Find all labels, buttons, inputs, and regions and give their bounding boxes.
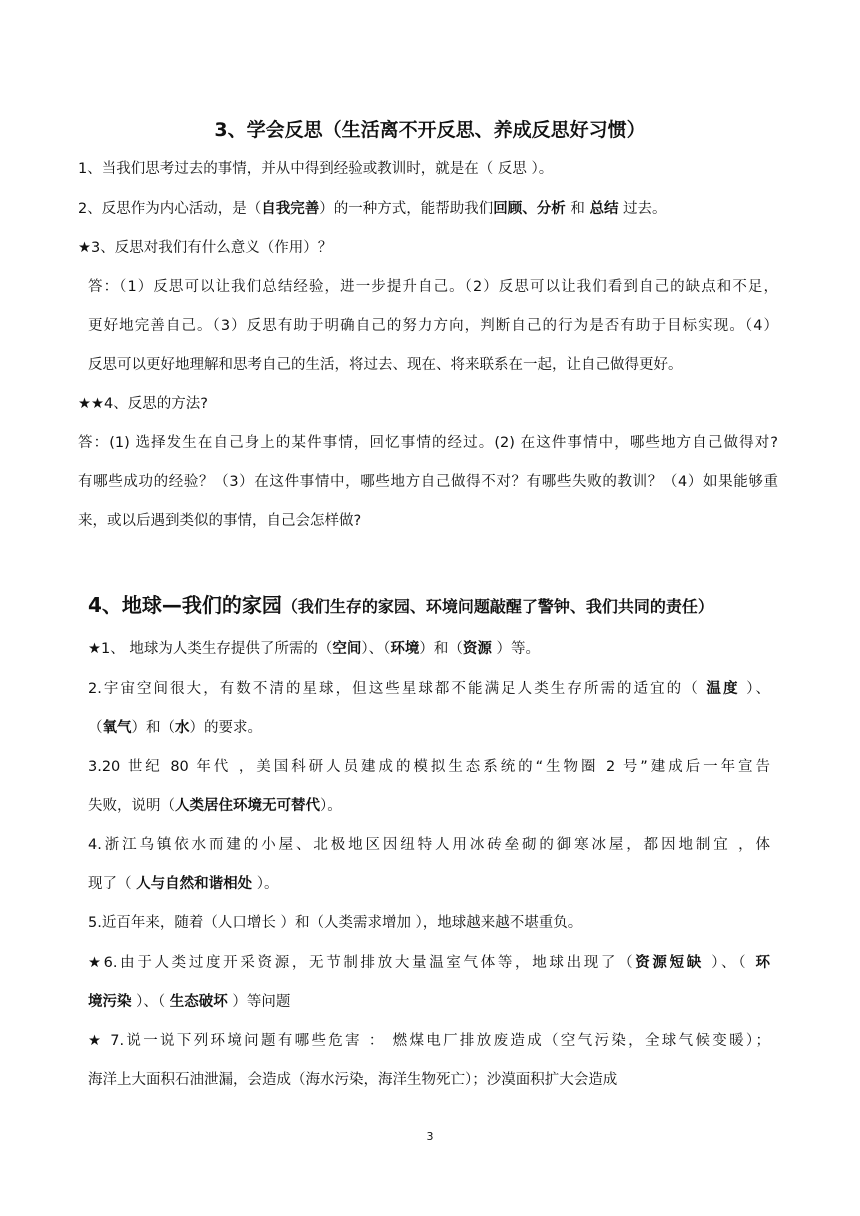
s3-q1: 1、当我们思考过去的事情，并从中得到经验或教训时，就是在（ 反思 ）。	[78, 161, 554, 177]
s3-q3-title: ★3、反思对我们有什么意义（作用）？	[78, 240, 333, 256]
s4-q6-line2: 境污染 ）、（ 生态破坏 ）等问题	[88, 994, 291, 1010]
s3-q2: 2、反思作为内心活动，是（自我完善）的一种方式，能帮助我们回顾、分析 和 总结 过去。	[78, 201, 667, 217]
s4-q3-line1: 3.20 世纪 80 年代 ，美国科研人员建成的模拟生态系统的“生物圈 2 号”建成后一年宣告	[88, 759, 770, 775]
section4-title-sub: （我们生存的家园、环境问题敲醒了警钟、我们共同的责任）	[281, 597, 714, 616]
section4-title	[88, 589, 714, 618]
s3-q4-line3: 来，或以后遇到类似的事情，自己会怎样做?	[78, 513, 362, 529]
s4-q5: 5.近百年来，随着（人口增长 ）和（人类需求增加 ），地球越来越不堪重负。	[88, 915, 583, 931]
s4-q3-line2: 失败，说明（人类居住环境无可替代）。	[88, 798, 342, 814]
s3-q4-title: ★★4、反思的方法?	[78, 396, 208, 412]
s4-q6-line1: ★6.由于人类过度开采资源，无节制排放大量温室气体等，地球出现了（资源短缺 ）、（ 环	[88, 955, 771, 971]
s3-q4-line2: 有哪些成功的经验？（3）在这件事情中，哪些地方自己做得不对？有哪些失败的教训？（4）如果能够重	[78, 474, 778, 490]
s4-q7-line2: 海洋上大面积石油泄漏，会造成（海水污染，海洋生物死亡）；沙漠面积扩大会造成	[88, 1072, 618, 1088]
s3-q4-line1: 答：(1) 选择发生在自己身上的某件事情，回忆事情的经过。(2) 在这件事情中，哪些地方自己做得对?	[78, 435, 778, 451]
page-number: 3	[426, 1130, 434, 1143]
section4-title-main: 4、地球—我们的家园	[88, 593, 282, 617]
s4-q1: ★1、 地球为人类生存提供了所需的（空间）、（环境）和（资源 ）等。	[88, 641, 540, 657]
s3-q3-line2: 更好地完善自己。（3）反思有助于明确自己的努力方向，判断自己的行为是否有助于目标实现。（4）	[88, 318, 778, 334]
s4-q7-line1: ★ 7.说一说下列环境问题有哪些危害 ： 燃煤电厂排放废造成（空气污染，全球气候变暖）；	[88, 1033, 770, 1049]
s3-q3-line3: 反思可以更好地理解和思考自己的生活，将过去、现在、将来联系在一起，让自己做得更好。	[88, 357, 683, 373]
s4-q2-line2: （氧气）和（水）的要求。	[88, 720, 262, 736]
s4-q2-line1: 2.宇宙空间很大，有数不清的星球，但这些星球都不能满足人类生存所需的适宜的（ 温度 ）、	[88, 681, 770, 697]
section3-title: 3、学会反思（生活离不开反思、养成反思好习惯）	[214, 119, 646, 141]
s4-q4-line2: 现了（ 人与自然和谐相处 ）。	[88, 876, 279, 892]
s3-q3-line1: 答：（1）反思可以让我们总结经验，进一步提升自己。（2）反思可以让我们看到自己的缺点和不足，	[88, 279, 778, 295]
s4-q4-line1: 4.浙江乌镇依水而建的小屋、北极地区因纽特人用冰砖垒砌的御寒冰屋，都因地制宜 ，体	[88, 837, 770, 853]
